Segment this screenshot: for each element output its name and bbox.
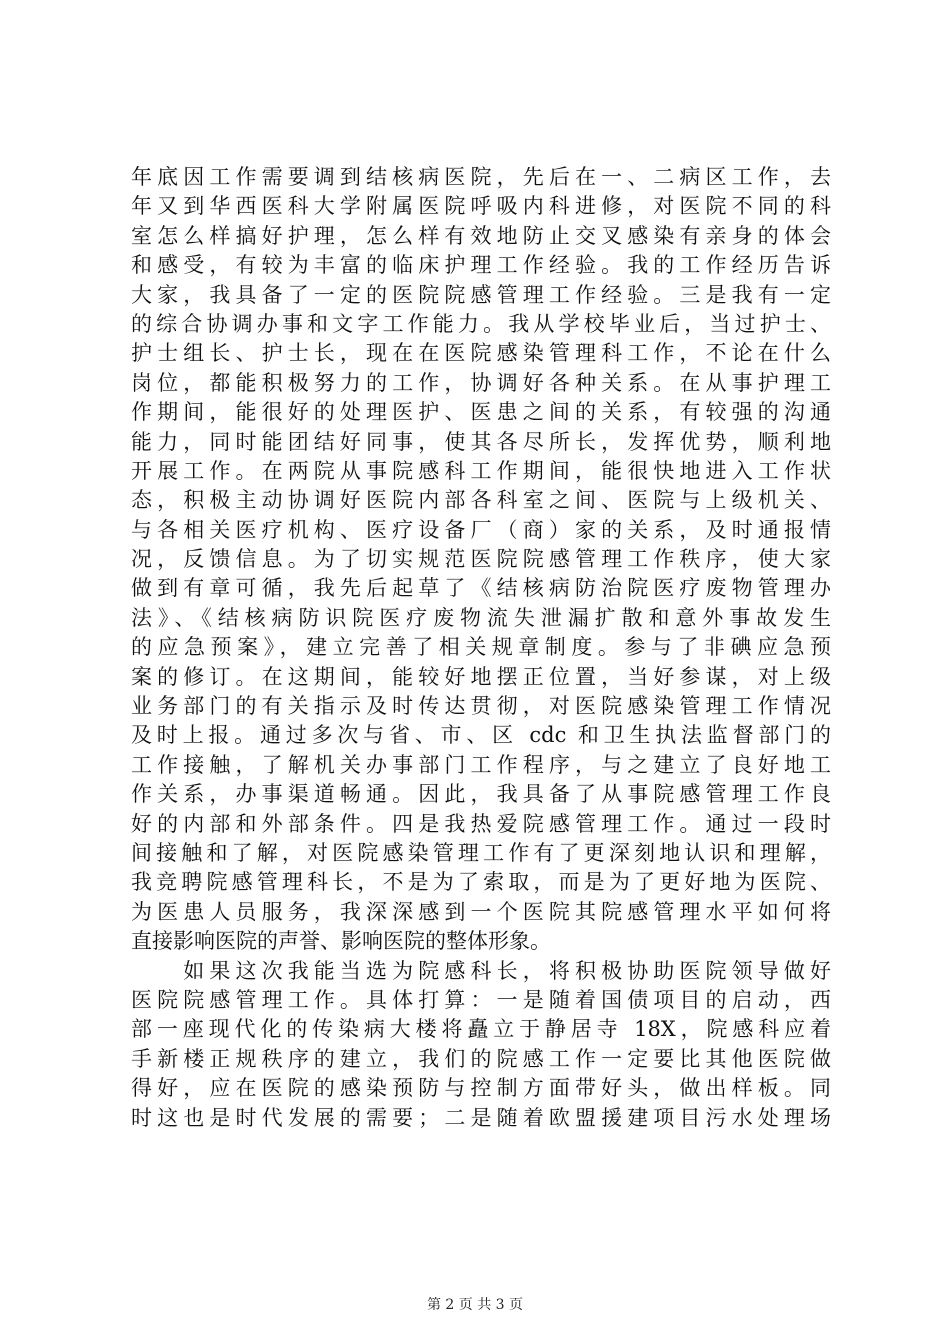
- text-line: 做到有章可循，我先后起草了《结核病防治院医疗废物管理办: [131, 576, 831, 601]
- text-line: 部一座现代化的传染病大楼将矗立于静居寺 18X，院感科应着: [131, 1017, 831, 1042]
- text-line: 手新楼正规秩序的建立，我们的院感工作一定要比其他医院做: [131, 1046, 831, 1071]
- text-line: 间接触和了解，对医院感染管理工作有了更深刻地认识和理解，: [131, 840, 831, 865]
- text-line: 作期间，能很好的处理医护、医患之间的关系，有较强的沟通: [131, 400, 831, 425]
- text-line: 医院院感管理工作。具体打算：一是随着国债项目的启动，西: [131, 987, 831, 1012]
- text-line: 开展工作。在两院从事院感科工作期间，能很快地进入工作状: [131, 458, 831, 483]
- text-line: 况，反馈信息。为了切实规范医院院感管理工作秩序，使大家: [131, 547, 831, 572]
- text-line: 业务部门的有关指示及时传达贯彻，对医院感染管理工作情况: [131, 694, 831, 719]
- text-line: 年底因工作需要调到结核病医院，先后在一、二病区工作，去: [131, 165, 831, 189]
- text-line: 和感受，有较为丰富的临床护理工作经验。我的工作经历告诉: [131, 253, 831, 278]
- text-line: 及时上报。通过多次与省、市、区 cdc 和卫生执法监督部门的: [131, 723, 831, 748]
- text-line: 的综合协调办事和文字工作能力。我从学校毕业后，当过护士、: [131, 311, 831, 336]
- text-line: 得好，应在医院的感染预防与控制方面带好头，做出样板。同: [131, 1076, 831, 1101]
- text-line: 的应急预案》，建立完善了相关规章制度。参与了非碘应急预: [131, 635, 831, 660]
- text-line: 时这也是时代发展的需要；二是随着欧盟援建项目污水处理场: [131, 1105, 831, 1130]
- page-footer: 第 2 页 共 3 页: [426, 1297, 524, 1313]
- text-line: 护士组长、护士长，现在在医院感染管理科工作，不论在什么: [131, 341, 831, 366]
- text-line: 能力，同时能团结好同事，使其各尽所长，发挥优势，顺利地: [131, 429, 831, 454]
- text-line: 我竞聘院感管理科长，不是为了索取，而是为了更好地为医院、: [131, 870, 831, 895]
- text-line: 法》、《结核病防识院医疗废物流失泄漏扩散和意外事故发生: [131, 605, 831, 630]
- text-line: 大家，我具备了一定的医院院感管理工作经验。三是我有一定: [131, 282, 831, 307]
- text-line: 直接影响医院的声誉、影响医院的整体形象。: [131, 929, 551, 954]
- text-line: 好的内部和外部条件。四是我热爱院感管理工作。通过一段时: [131, 811, 831, 836]
- text-line: 与各相关医疗机构、医疗设备厂（商）家的关系，及时通报情: [131, 517, 831, 542]
- text-line: 为医患人员服务，我深深感到一个医院其院感管理水平如何将: [131, 899, 831, 924]
- text-line: 岗位，都能积极努力的工作，协调好各种关系。在从事护理工: [131, 370, 831, 395]
- text-line: 作关系，办事渠道畅通。因此，我具备了从事院感管理工作良: [131, 782, 831, 807]
- text-line: 案的修订。在这期间，能较好地摆正位置，当好参谋，对上级: [131, 664, 831, 689]
- text-line: 态，积极主动协调好医院内部各科室之间、医院与上级机关、: [131, 488, 831, 513]
- text-line: 年又到华西医科大学附属医院呼吸内科进修，对医院不同的科: [131, 194, 831, 219]
- text-line: 工作接触，了解机关办事部门工作程序，与之建立了良好地工: [131, 752, 831, 777]
- text-line: 如果这次我能当选为院感科长，将积极协助医院领导做好: [131, 958, 831, 983]
- body-text: [131, 163, 831, 1133]
- text-line: 室怎么样搞好护理，怎么样有效地防止交叉感染有亲身的体会: [131, 223, 831, 248]
